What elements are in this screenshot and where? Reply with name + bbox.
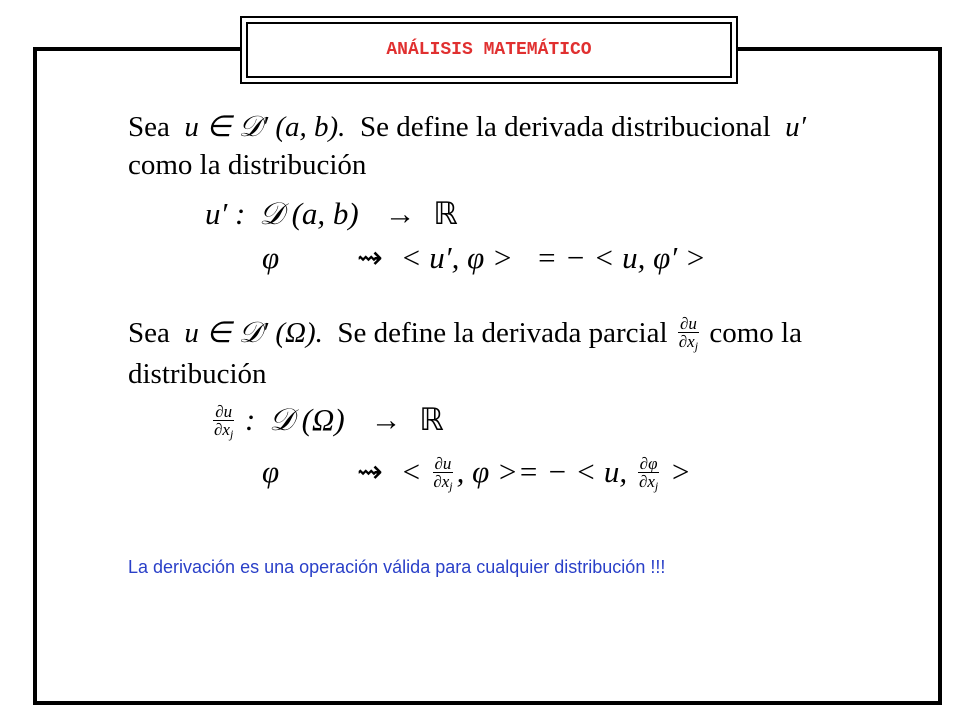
domain-d-omega: 𝒟 (Ω) [269,402,345,437]
mapping-1-line-1 [205,196,458,233]
closing-note: La derivación es una operación válida para cualquier distribución !!! [128,557,666,577]
arrow-right-icon-2: → [370,402,402,437]
mapping-2-line-2 [262,454,691,495]
mapping-2-line-1: $\frac{\partial u}{\partial x_j}$ : 𝒟 (Ω) → ℝ [214,401,444,441]
arrow-right-icon: → [384,196,416,231]
mapping-1-line-2 [262,240,706,276]
title-box [240,16,738,84]
partial-derivative-fraction: $\frac{\partial u}{\partial x_j}$ [678,314,699,354]
real-numbers-symbol: ℝ [433,196,458,231]
pairing-expression-1: < u′, φ > = − < u, φ′ > [400,240,706,275]
definition-2-phrase-3: distribución [128,358,267,391]
definition-2-phrase-2: como la [709,317,802,349]
squiggle-arrow-icon-2: ⇝ [356,454,383,489]
sea-word: Sea [128,111,170,143]
domain-d-ab: 𝒟 (a, b) [259,196,359,231]
pairing-expression-2: < $\frac{\partial u}{\partial x_j}$ , φ >= − < u, $\frac{\partial\varphi}{\partial x_j}$ > [400,453,691,493]
definition-2-text [128,314,868,393]
sea-word-2: Sea [128,317,170,349]
squiggle-arrow-icon: ⇝ [356,240,383,275]
map-symbol: u′ : [205,196,246,231]
slide-title: ANÁLISIS MATEMÁTICO [386,40,592,60]
definition-1-text [128,108,868,184]
math-u-in-d-omega: u ∈ 𝒟′ (Ω). [177,317,323,349]
math-u-prime: u′ [777,111,806,143]
definition-1-phrase-2: como la distribución [128,149,367,181]
math-u-in-d-ab: u ∈ 𝒟′ (a, b). [177,111,346,143]
partial-map-fraction: $\frac{\partial u}{\partial x_j}$ [214,401,234,441]
phi-symbol-2: φ [262,454,280,489]
definition-2-phrase: Se define la derivada parcial [337,317,668,349]
real-numbers-symbol-2: ℝ [419,402,444,437]
phi-symbol: φ [262,240,280,275]
definition-1-phrase: Se define la derivada distribucional [359,111,771,143]
